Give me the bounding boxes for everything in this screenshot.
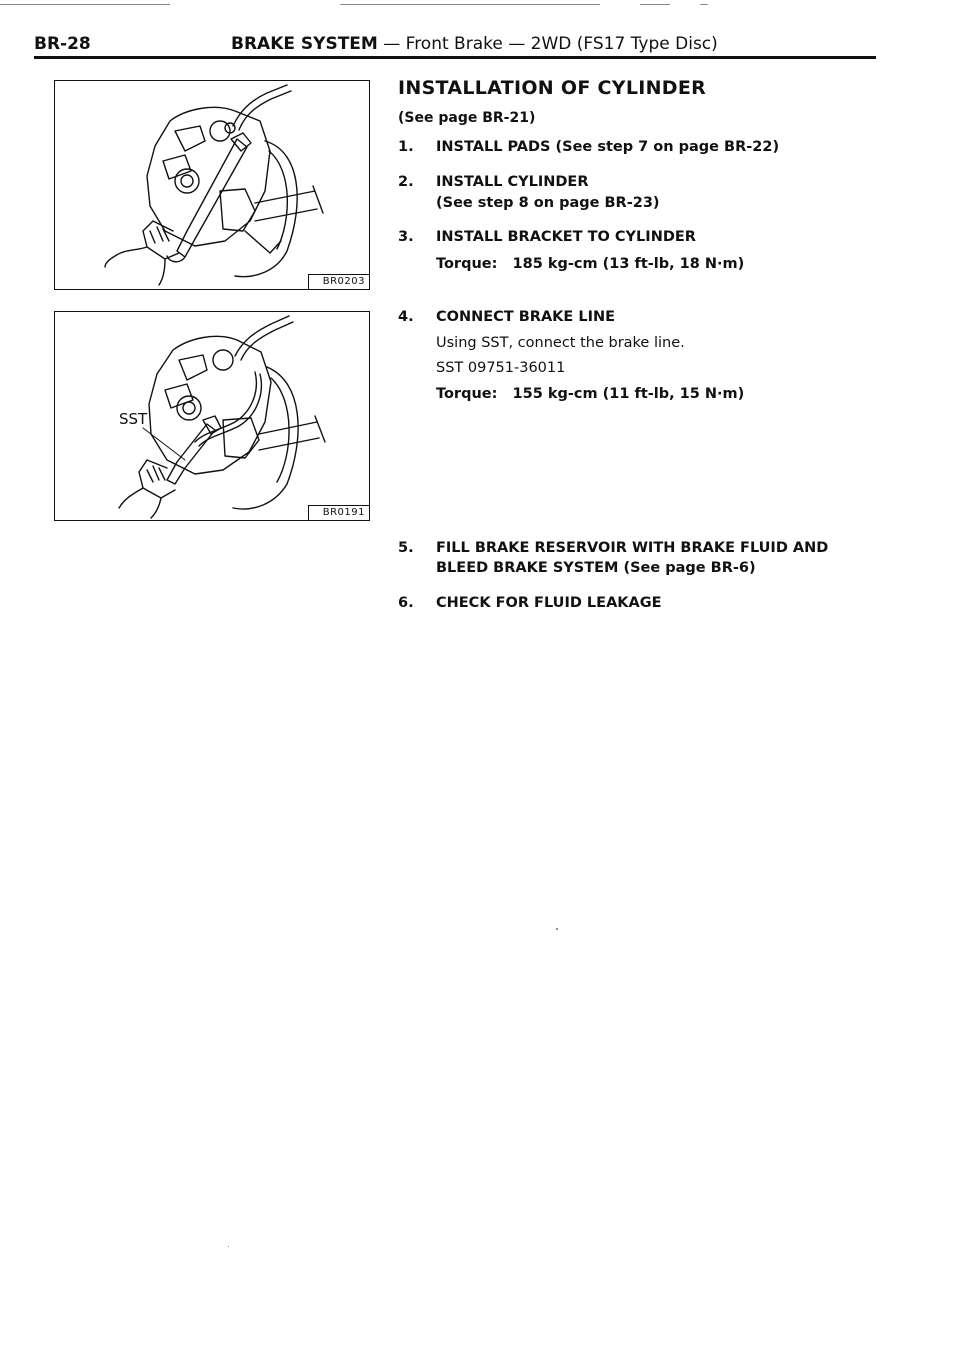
step-line: BLEED BRAKE SYSTEM (See page BR-6) [436,560,756,576]
step-line: (See step 8 on page BR-23) [436,195,660,211]
step-line: Using SST, connect the brake line. [436,335,685,351]
brake-line-sst-illustration [55,312,369,520]
scan-speck [556,928,558,930]
header-title-bold: BRAKE SYSTEM [231,34,378,54]
step-number: 3. [398,229,414,245]
step-line: FILL BRAKE RESERVOIR WITH BRAKE FLUID AND [436,540,829,556]
section-reference: (See page BR-21) [398,110,536,126]
caliper-wrench-illustration [55,81,369,289]
step-number: 5. [398,540,414,556]
scan-speck [228,1246,229,1247]
step-number: 4. [398,309,414,325]
torque-spec: Torque: 185 kg-cm (13 ft-lb, 18 N·m) [436,256,745,272]
step-line: CHECK FOR FLUID LEAKAGE [436,595,662,611]
torque-spec: Torque: 155 kg-cm (11 ft-lb, 15 N·m) [436,386,745,402]
figure-code: BR0191 [322,507,365,518]
step-line: CONNECT BRAKE LINE [436,309,616,325]
section-title: INSTALLATION OF CYLINDER [398,77,707,99]
step-line: INSTALL PADS (See step 7 on page BR-22) [436,139,780,155]
page-number: BR-28 [34,34,91,54]
figure-code: BR0203 [322,276,365,287]
header-title-rest: — Front Brake — 2WD (FS17 Type Disc) [377,34,718,54]
header-title [231,34,718,54]
page-header [34,34,874,58]
step-line: INSTALL CYLINDER [436,174,589,190]
scan-artifact-line [0,4,960,6]
figure-install-bracket [54,80,370,290]
sst-label: SST [119,410,148,428]
step-number: 1. [398,139,414,155]
sst-part-number: SST 09751-36011 [436,360,566,376]
step-number: 6. [398,595,414,611]
figure-connect-brake-line [54,311,370,521]
step-line: INSTALL BRACKET TO CYLINDER [436,229,696,245]
header-rule [34,56,876,59]
step-number: 2. [398,174,414,190]
